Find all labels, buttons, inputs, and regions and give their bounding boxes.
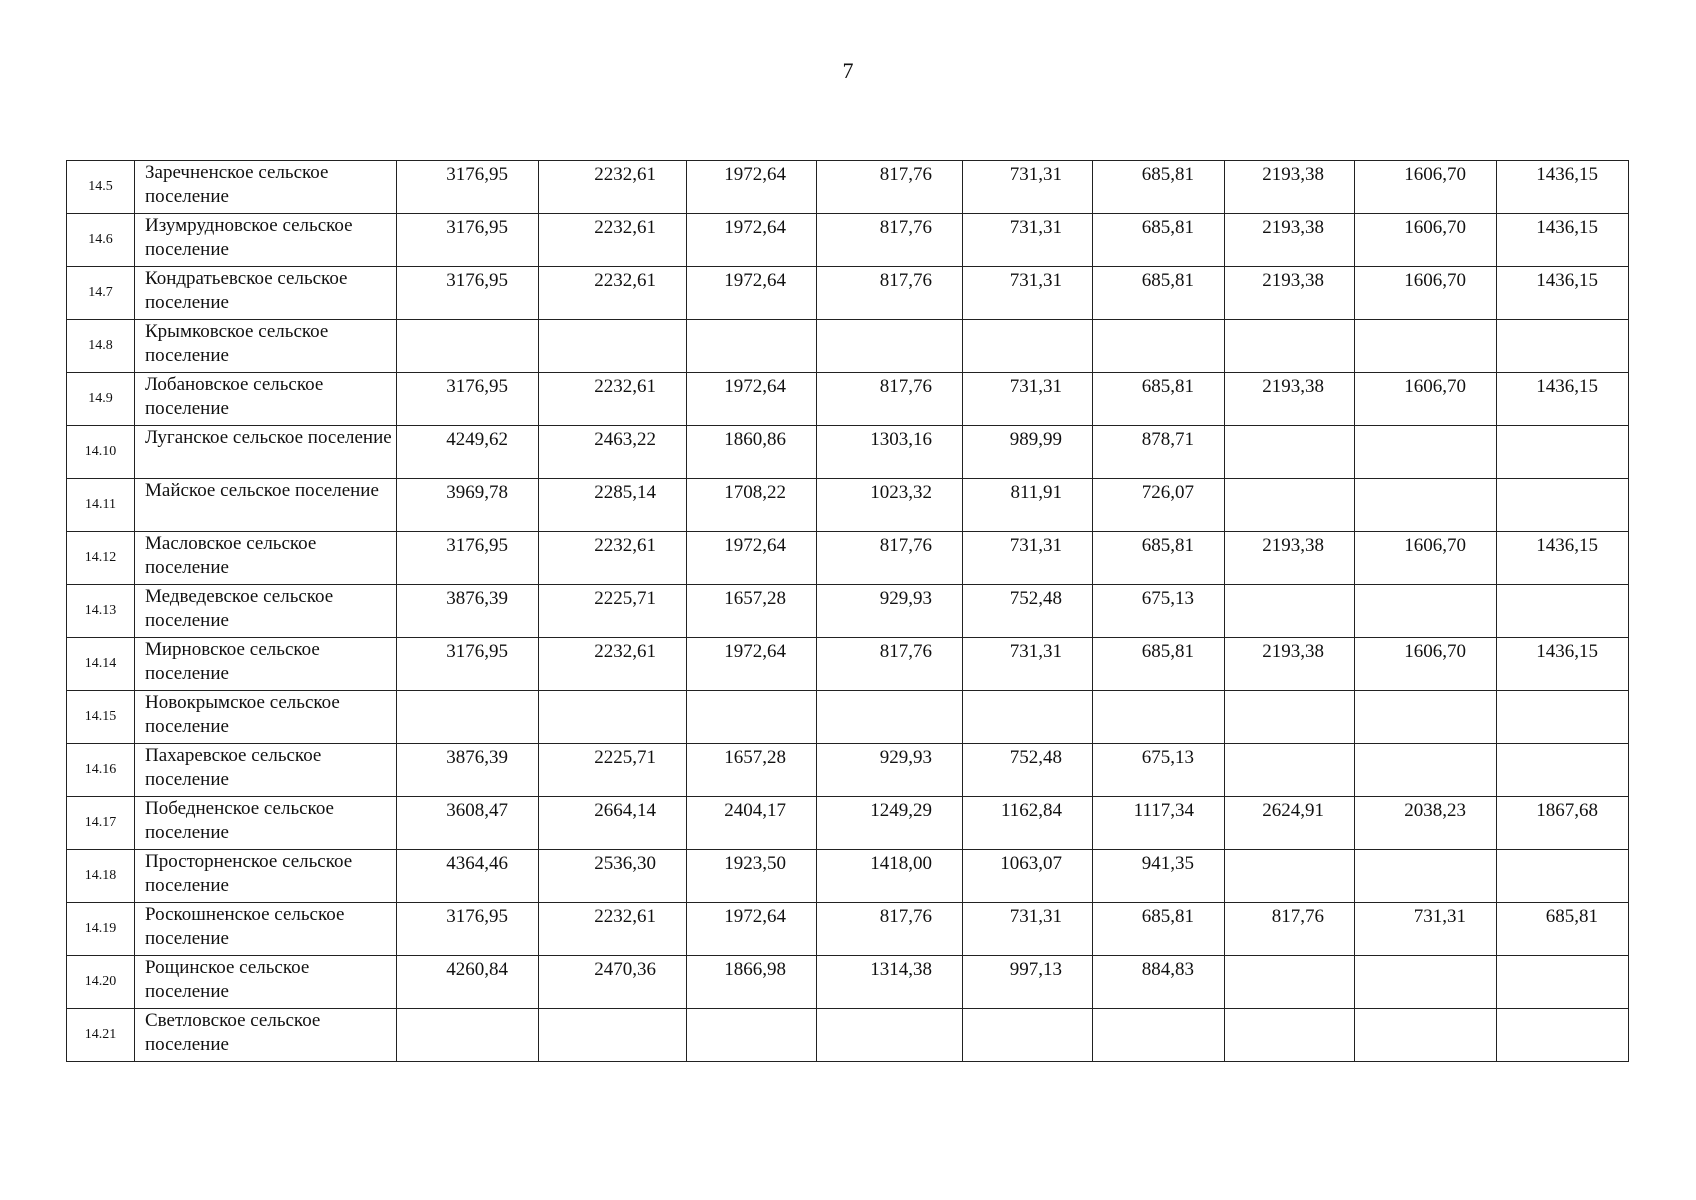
value-cell: 1972,64	[687, 267, 817, 320]
row-number: 14.21	[67, 1009, 135, 1062]
value-cell: 726,07	[1093, 479, 1225, 532]
table-row	[67, 744, 1629, 797]
value-cell: 1708,22	[687, 479, 817, 532]
value-cell: 1657,28	[687, 585, 817, 638]
value-cell: 685,81	[1093, 373, 1225, 426]
value-cell: 1923,50	[687, 850, 817, 903]
table-row	[67, 850, 1629, 903]
value-cell: 3969,78	[397, 479, 539, 532]
row-number: 14.16	[67, 744, 135, 797]
value-cell: 685,81	[1093, 161, 1225, 214]
value-cell	[539, 1009, 687, 1062]
row-number: 14.13	[67, 585, 135, 638]
value-cell: 817,76	[1225, 903, 1355, 956]
value-cell: 1436,15	[1497, 214, 1629, 267]
value-cell: 1860,86	[687, 426, 817, 479]
value-cell	[1497, 850, 1629, 903]
value-cell: 2193,38	[1225, 267, 1355, 320]
value-cell: 731,31	[963, 638, 1093, 691]
value-cell: 1023,32	[817, 479, 963, 532]
value-cell: 1606,70	[1355, 638, 1497, 691]
value-cell: 1972,64	[687, 214, 817, 267]
value-cell: 675,13	[1093, 744, 1225, 797]
value-cell: 685,81	[1093, 214, 1225, 267]
value-cell: 1606,70	[1355, 267, 1497, 320]
settlement-name: Новокрымское сельское поселение	[135, 691, 397, 744]
value-cell: 2285,14	[539, 479, 687, 532]
value-cell: 4249,62	[397, 426, 539, 479]
value-cell: 2193,38	[1225, 373, 1355, 426]
value-cell: 2470,36	[539, 956, 687, 1009]
value-cell	[1497, 585, 1629, 638]
settlement-name: Лобановское сельское поселение	[135, 373, 397, 426]
value-cell: 3176,95	[397, 638, 539, 691]
row-number: 14.20	[67, 956, 135, 1009]
value-cell	[1355, 956, 1497, 1009]
value-cell: 929,93	[817, 744, 963, 797]
settlement-name: Луганское сельское поселение	[135, 426, 397, 479]
value-cell: 731,31	[963, 532, 1093, 585]
value-cell	[1355, 426, 1497, 479]
value-cell	[687, 1009, 817, 1062]
value-cell	[1355, 320, 1497, 373]
value-cell: 2193,38	[1225, 161, 1355, 214]
value-cell: 685,81	[1497, 903, 1629, 956]
value-cell: 817,76	[817, 214, 963, 267]
value-cell: 1866,98	[687, 956, 817, 1009]
row-number: 14.7	[67, 267, 135, 320]
value-cell: 817,76	[817, 903, 963, 956]
value-cell: 1657,28	[687, 744, 817, 797]
table-row	[67, 479, 1629, 532]
value-cell: 2232,61	[539, 373, 687, 426]
value-cell: 1436,15	[1497, 161, 1629, 214]
value-cell	[1355, 744, 1497, 797]
value-cell: 2193,38	[1225, 214, 1355, 267]
table-row	[67, 214, 1629, 267]
value-cell: 811,91	[963, 479, 1093, 532]
value-cell: 1303,16	[817, 426, 963, 479]
value-cell: 2232,61	[539, 161, 687, 214]
value-cell	[1497, 956, 1629, 1009]
value-cell: 817,76	[817, 373, 963, 426]
value-cell: 675,13	[1093, 585, 1225, 638]
row-number: 14.10	[67, 426, 135, 479]
value-cell: 685,81	[1093, 532, 1225, 585]
value-cell: 2463,22	[539, 426, 687, 479]
value-cell: 1606,70	[1355, 161, 1497, 214]
row-number: 14.8	[67, 320, 135, 373]
settlement-name: Заречненское сельское поселение	[135, 161, 397, 214]
value-cell: 2664,14	[539, 797, 687, 850]
value-cell: 1606,70	[1355, 532, 1497, 585]
value-cell	[1225, 426, 1355, 479]
value-cell	[1355, 850, 1497, 903]
value-cell: 1436,15	[1497, 638, 1629, 691]
value-cell: 941,35	[1093, 850, 1225, 903]
value-cell	[963, 320, 1093, 373]
settlement-name: Изумрудновское сельское поселение	[135, 214, 397, 267]
value-cell	[1497, 426, 1629, 479]
value-cell	[817, 320, 963, 373]
settlement-name: Рощинское сельское поселение	[135, 956, 397, 1009]
row-number: 14.9	[67, 373, 135, 426]
table-row	[67, 532, 1629, 585]
row-number: 14.5	[67, 161, 135, 214]
value-cell: 3176,95	[397, 373, 539, 426]
settlement-name: Майское сельское поселение	[135, 479, 397, 532]
row-number: 14.19	[67, 903, 135, 956]
value-cell: 2232,61	[539, 903, 687, 956]
value-cell: 685,81	[1093, 638, 1225, 691]
settlement-name: Масловское сельское поселение	[135, 532, 397, 585]
settlement-name: Пахаревское сельское поселение	[135, 744, 397, 797]
value-cell	[817, 691, 963, 744]
value-cell	[817, 1009, 963, 1062]
value-cell: 1867,68	[1497, 797, 1629, 850]
settlement-name: Светловское сельское поселение	[135, 1009, 397, 1062]
value-cell: 2232,61	[539, 214, 687, 267]
value-cell: 731,31	[1355, 903, 1497, 956]
settlement-name: Крымковское сельское поселение	[135, 320, 397, 373]
value-cell: 2232,61	[539, 638, 687, 691]
value-cell: 4364,46	[397, 850, 539, 903]
value-cell	[1497, 744, 1629, 797]
value-cell: 884,83	[1093, 956, 1225, 1009]
table-row	[67, 426, 1629, 479]
value-cell: 1972,64	[687, 532, 817, 585]
value-cell: 2232,61	[539, 267, 687, 320]
row-number: 14.17	[67, 797, 135, 850]
value-cell: 1063,07	[963, 850, 1093, 903]
value-cell: 731,31	[963, 161, 1093, 214]
value-cell: 989,99	[963, 426, 1093, 479]
value-cell: 1972,64	[687, 373, 817, 426]
value-cell: 2193,38	[1225, 638, 1355, 691]
value-cell: 1436,15	[1497, 267, 1629, 320]
settlement-name: Роскошненское сельское поселение	[135, 903, 397, 956]
value-cell	[1355, 479, 1497, 532]
value-cell	[687, 320, 817, 373]
value-cell: 1972,64	[687, 161, 817, 214]
row-number: 14.15	[67, 691, 135, 744]
value-cell	[963, 1009, 1093, 1062]
value-cell: 817,76	[817, 532, 963, 585]
value-cell	[1225, 691, 1355, 744]
table-body	[67, 161, 1629, 1062]
table-row	[67, 585, 1629, 638]
value-cell	[1225, 850, 1355, 903]
value-cell: 997,13	[963, 956, 1093, 1009]
value-cell	[1497, 1009, 1629, 1062]
value-cell: 817,76	[817, 267, 963, 320]
value-cell: 1117,34	[1093, 797, 1225, 850]
value-cell: 731,31	[963, 373, 1093, 426]
value-cell: 731,31	[963, 903, 1093, 956]
page-number: 7	[842, 58, 854, 83]
value-cell: 3876,39	[397, 585, 539, 638]
value-cell	[1093, 1009, 1225, 1062]
value-cell	[1225, 585, 1355, 638]
value-cell	[1093, 320, 1225, 373]
value-cell	[963, 691, 1093, 744]
value-cell: 4260,84	[397, 956, 539, 1009]
value-cell: 2536,30	[539, 850, 687, 903]
value-cell: 3176,95	[397, 161, 539, 214]
value-cell: 2624,91	[1225, 797, 1355, 850]
value-cell: 1972,64	[687, 903, 817, 956]
table-row	[67, 691, 1629, 744]
value-cell	[1355, 1009, 1497, 1062]
value-cell	[1497, 320, 1629, 373]
value-cell: 752,48	[963, 744, 1093, 797]
row-number: 14.18	[67, 850, 135, 903]
table-row	[67, 956, 1629, 1009]
value-cell: 1972,64	[687, 638, 817, 691]
value-cell	[1225, 320, 1355, 373]
table-row	[67, 373, 1629, 426]
value-cell: 878,71	[1093, 426, 1225, 479]
value-cell	[687, 691, 817, 744]
value-cell	[1225, 744, 1355, 797]
value-cell: 2038,23	[1355, 797, 1497, 850]
table-row	[67, 320, 1629, 373]
value-cell	[397, 1009, 539, 1062]
value-cell: 3176,95	[397, 532, 539, 585]
value-cell: 3176,95	[397, 214, 539, 267]
value-cell: 1436,15	[1497, 532, 1629, 585]
value-cell	[539, 691, 687, 744]
value-cell: 1606,70	[1355, 214, 1497, 267]
value-cell: 1249,29	[817, 797, 963, 850]
value-cell	[1225, 1009, 1355, 1062]
value-cell: 1436,15	[1497, 373, 1629, 426]
value-cell: 1314,38	[817, 956, 963, 1009]
value-cell: 731,31	[963, 267, 1093, 320]
value-cell: 731,31	[963, 214, 1093, 267]
value-cell: 929,93	[817, 585, 963, 638]
value-cell	[1355, 585, 1497, 638]
value-cell	[1093, 691, 1225, 744]
row-number: 14.11	[67, 479, 135, 532]
row-number: 14.6	[67, 214, 135, 267]
table-row	[67, 161, 1629, 214]
value-cell: 817,76	[817, 638, 963, 691]
value-cell: 2404,17	[687, 797, 817, 850]
value-cell: 1606,70	[1355, 373, 1497, 426]
settlement-name: Кондратьевское сельское поселение	[135, 267, 397, 320]
settlement-name: Медведевское сельское поселение	[135, 585, 397, 638]
value-cell: 3176,95	[397, 267, 539, 320]
value-cell	[397, 320, 539, 373]
value-cell: 817,76	[817, 161, 963, 214]
value-cell: 685,81	[1093, 267, 1225, 320]
row-number: 14.14	[67, 638, 135, 691]
value-cell	[1497, 691, 1629, 744]
table-row	[67, 1009, 1629, 1062]
value-cell: 1162,84	[963, 797, 1093, 850]
value-cell: 2225,71	[539, 744, 687, 797]
table-row	[67, 267, 1629, 320]
value-cell: 685,81	[1093, 903, 1225, 956]
table-row	[67, 797, 1629, 850]
value-cell: 2225,71	[539, 585, 687, 638]
value-cell	[397, 691, 539, 744]
value-cell: 3608,47	[397, 797, 539, 850]
value-cell: 3176,95	[397, 903, 539, 956]
table-row	[67, 638, 1629, 691]
value-cell: 2193,38	[1225, 532, 1355, 585]
value-cell	[539, 320, 687, 373]
value-cell	[1497, 479, 1629, 532]
table-row	[67, 903, 1629, 956]
value-cell	[1355, 691, 1497, 744]
value-cell	[1225, 956, 1355, 1009]
value-cell: 2232,61	[539, 532, 687, 585]
value-cell	[1225, 479, 1355, 532]
settlement-name: Мирновское сельское поселение	[135, 638, 397, 691]
value-cell: 1418,00	[817, 850, 963, 903]
settlement-name: Просторненское сельское поселение	[135, 850, 397, 903]
row-number: 14.12	[67, 532, 135, 585]
value-cell: 752,48	[963, 585, 1093, 638]
tariff-table	[66, 160, 1629, 1062]
settlement-name: Победненское сельское поселение	[135, 797, 397, 850]
value-cell: 3876,39	[397, 744, 539, 797]
